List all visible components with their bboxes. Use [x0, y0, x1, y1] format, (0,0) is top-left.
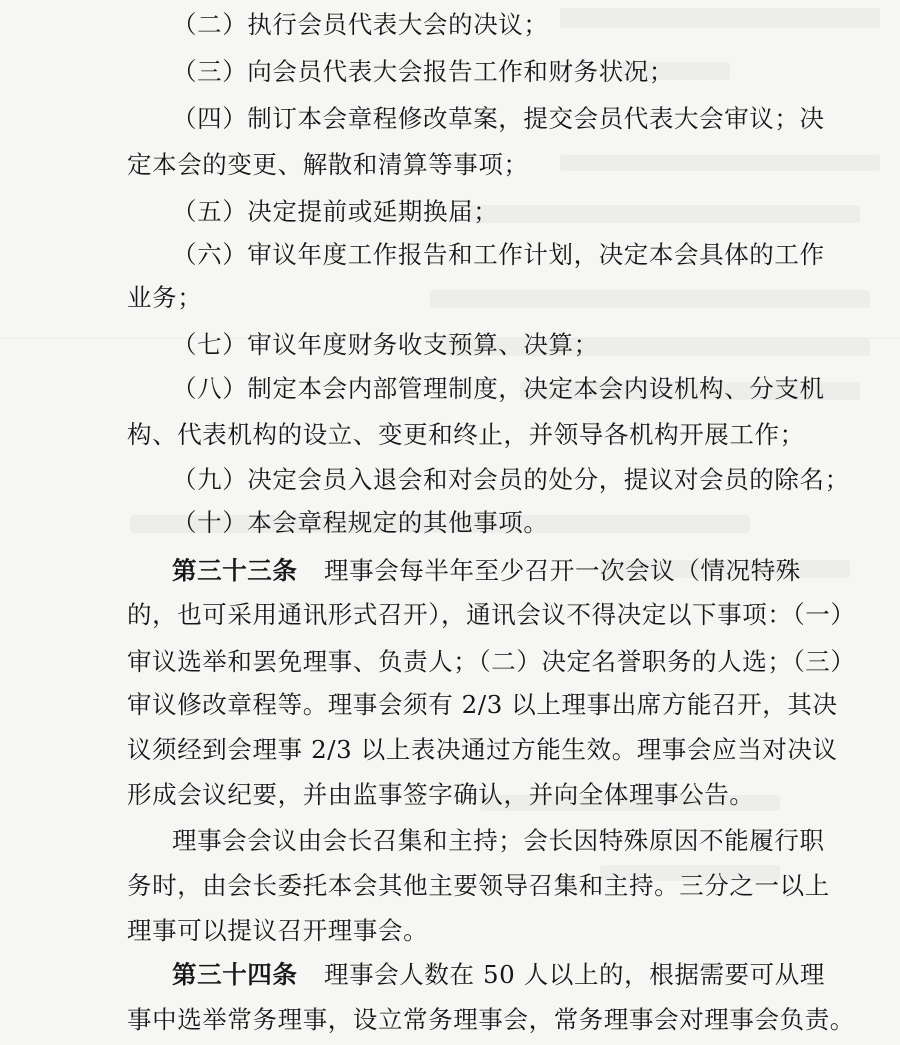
text-line-5: （五）决定提前或延期换届；: [172, 197, 499, 226]
text-line-10: 构、代表机构的设立、变更和终止，并领导各机构开展工作；: [127, 420, 805, 449]
text-line-22: 理事可以提议召开理事会。: [127, 916, 429, 945]
text-line-20: 理事会会议由会长召集和主持；会长因特殊原因不能履行职: [172, 826, 825, 855]
text-line-1: （二）执行会员代表大会的决议；: [172, 10, 549, 39]
text-line-9: （八）制定本会内部管理制度，决定本会内设机构、分支机: [172, 374, 825, 403]
text-line-24: 理事会人数在 50 人以上的，根据需要可从理: [324, 960, 825, 989]
text-line-21: 务时，由会长委托本会其他主要领导召集和主持。三分之一以上: [127, 871, 830, 900]
text-line-16: 审议选举和罢免理事、负责人；（二）决定名誉职务的人选；（三）: [127, 647, 856, 676]
text-line-17: 审议修改章程等。理事会须有 2/3 以上理事出席方能召开，其决: [127, 690, 838, 719]
text-line-6: （六）审议年度工作报告和工作计划，决定本会具体的工作: [172, 240, 825, 269]
text-line-25: 事中选举常务理事，设立常务理事会，常务理事会对理事会负责。: [127, 1005, 855, 1034]
article-34-heading: 第三十四条: [172, 960, 298, 989]
text-line-12: （十）本会章程规定的其他事项。: [172, 508, 549, 537]
text-line-8: （七）审议年度财务收支预算、决算；: [172, 330, 599, 359]
text-line-18: 议须经到会理事 2/3 以上表决通过方能生效。理事会应当对决议: [127, 735, 838, 764]
text-line-7: 业务；: [127, 283, 203, 312]
text-line-14: 理事会每半年至少召开一次会议（情况特殊: [324, 556, 801, 585]
text-line-11: （九）决定会员入退会和对会员的处分，提议对会员的除名；: [172, 465, 850, 494]
article-33-heading: 第三十三条: [172, 556, 298, 585]
text-line-2: （三）向会员代表大会报告工作和财务状况；: [172, 57, 674, 86]
text-line-19: 形成会议纪要，并由监事签字确认，并向全体理事公告。: [127, 780, 755, 809]
text-line-4: 定本会的变更、解散和清算等事项；: [127, 150, 529, 179]
text-line-15: 的，也可采用通讯形式召开），通讯会议不得决定以下事项：（一）: [127, 600, 856, 629]
text-line-3: （四）制订本会章程修改草案，提交会员代表大会审议；决: [172, 104, 825, 133]
